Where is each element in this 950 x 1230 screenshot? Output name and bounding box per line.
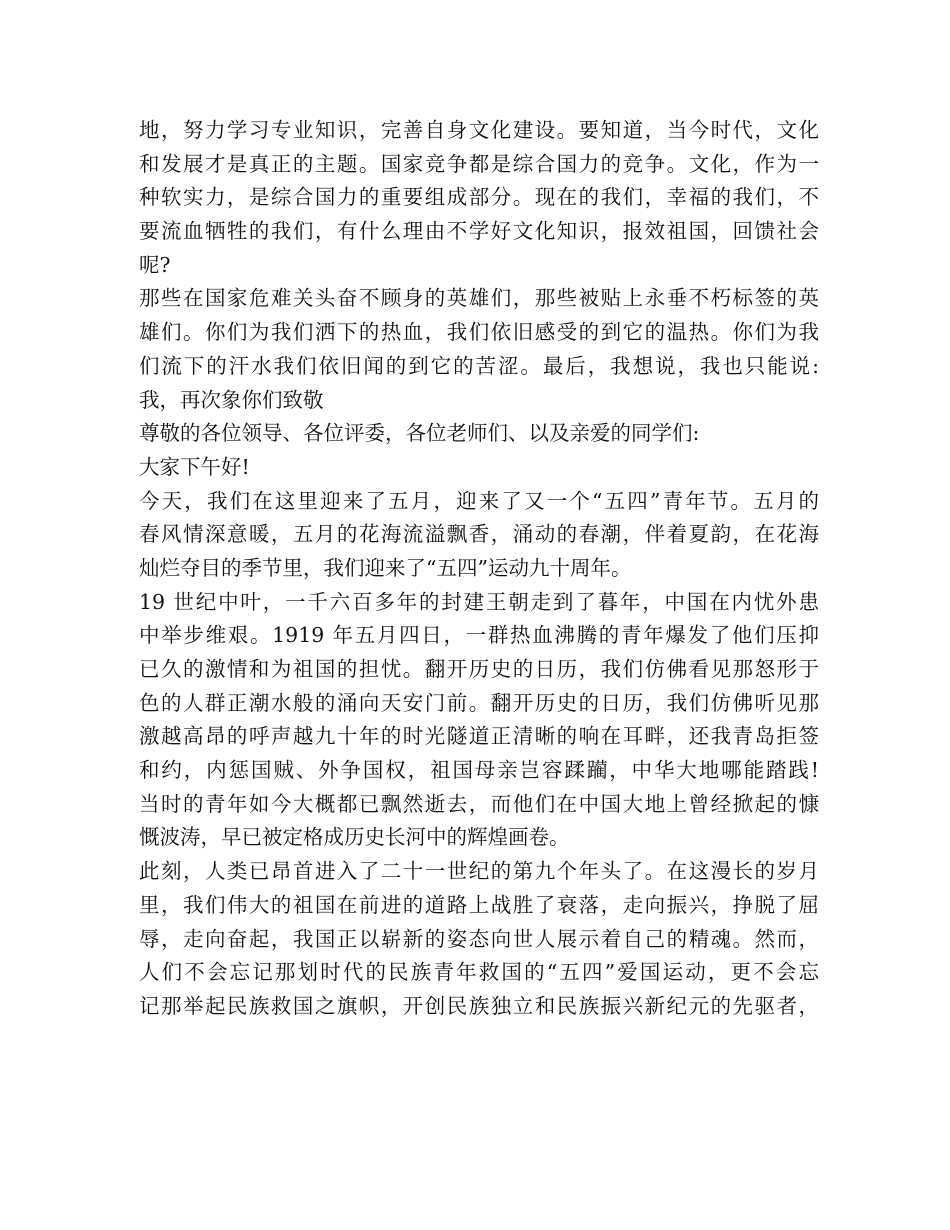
- text-line: 人们不会忘记那划时代的民族青年救国的“五四”爱国运动，更不会忘: [139, 960, 819, 985]
- text-line: 记那举起民族救国之旗帜，开创民族独立和民族振兴新纪元的先驱者，: [139, 993, 819, 1018]
- text-line: 春风情深意暖，五月的花海流溢飘香，涌动的春潮，伴着夏韵，在花海: [139, 522, 819, 547]
- text-line: 种软实力，是综合国力的重要组成部分。现在的我们，幸福的我们，不: [139, 185, 819, 210]
- text-line: 中举步维艰。1919 年五月四日，一群热血沸腾的青年爆发了他们压抑: [139, 623, 819, 648]
- text-line: 里，我们伟大的祖国在前进的道路上战胜了衰落，走向振兴，挣脱了屈: [139, 892, 819, 917]
- text-line: 慨波涛，早已被定格成历史长河中的辉煌画卷。: [139, 825, 570, 850]
- text-line: 和发展才是真正的主题。国家竞争都是综合国力的竞争。文化，作为一: [139, 151, 819, 176]
- text-line: 当时的青年如今大概都已飘然逝去，而他们在中国大地上曾经掀起的慷: [139, 791, 819, 816]
- text-line: 色的人群正潮水般的涌向天安门前。翻开历史的日历，我们仿佛听见那: [139, 690, 819, 715]
- text-line: 雄们。你们为我们洒下的热血，我们依旧感受的到它的温热。你们为我: [139, 320, 819, 345]
- text-line: 和约，内惩国贼、外争国权，祖国母亲岂容蹂躏，中华大地哪能踏践!: [139, 758, 819, 783]
- text-line: 呢?: [139, 252, 171, 277]
- text-line: 我，再次象你们致敬: [139, 387, 324, 412]
- text-line: 辱，走向奋起，我国正以崭新的姿态向世人展示着自己的精魂。然而，: [139, 926, 819, 951]
- text-line: 大家下午好!: [139, 454, 250, 479]
- body-text: [139, 114, 819, 1024]
- text-line: 尊敬的各位领导、各位评委，各位老师们、以及亲爱的同学们:: [139, 421, 700, 446]
- text-line: 们流下的汗水我们依旧闻的到它的苦涩。最后，我想说，我也只能说:: [139, 353, 819, 378]
- text-line: 地，努力学习专业知识，完善自身文化建设。要知道，当今时代，文化: [139, 118, 819, 142]
- text-line: 激越高昂的呼声越九十年的时光隧道正清晰的响在耳畔，还我青岛拒签: [139, 724, 819, 749]
- text-line: 要流血牺牲的我们，有什么理由不学好文化知识，报效祖国，回馈社会: [139, 219, 819, 244]
- text-line: 灿烂夺目的季节里，我们迎来了“五四”运动九十周年。: [139, 555, 632, 580]
- text-line: 此刻，人类已昂首进入了二十一世纪的第九个年头了。在这漫长的岁月: [139, 859, 819, 884]
- text-line: 今天，我们在这里迎来了五月，迎来了又一个“五四”青年节。五月的: [139, 488, 819, 513]
- text-line: 那些在国家危难关头奋不顾身的英雄们，那些被贴上永垂不朽标签的英: [139, 286, 819, 311]
- text-line: 已久的激情和为祖国的担忧。翻开历史的日历，我们仿佛看见那怒形于: [139, 657, 819, 681]
- text-line: 19 世纪中叶，一千六百多年的封建王朝走到了暮年，中国在内忧外患: [139, 589, 819, 614]
